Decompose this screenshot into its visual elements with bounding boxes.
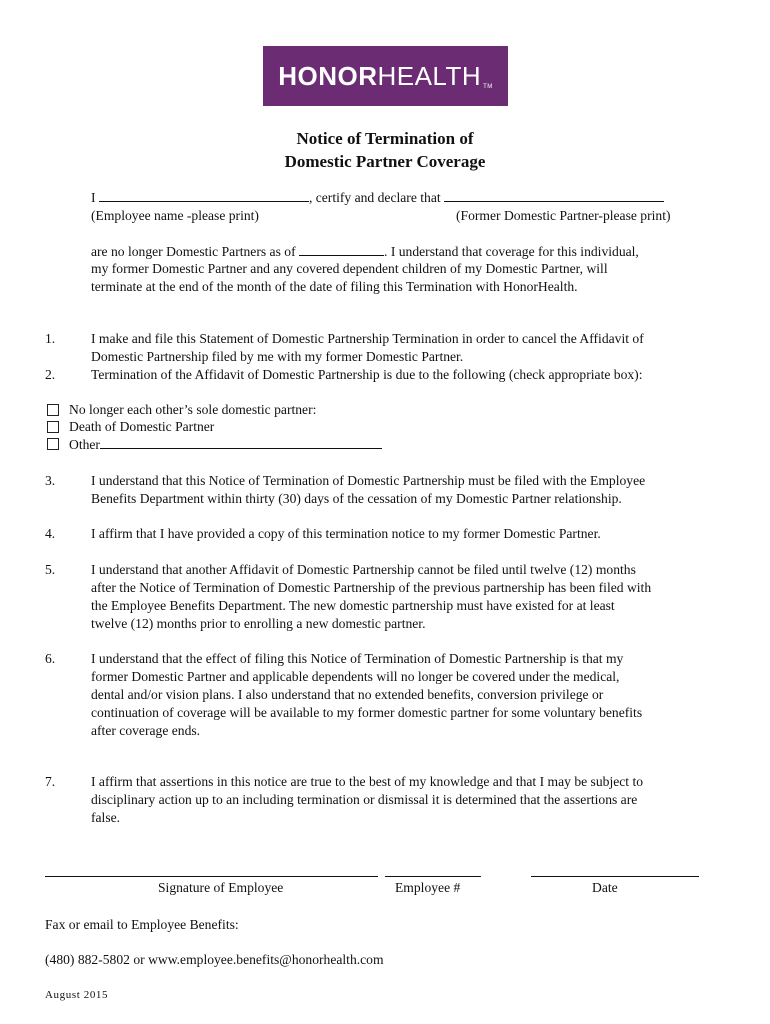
logo-trademark: TM <box>483 84 493 90</box>
item-1-text <box>91 330 731 366</box>
intro-certify-line <box>91 188 664 207</box>
item-2-line-1: Termination of the Affidavit of Domestic Partnership is due to the following (check appropriate box): <box>91 367 643 382</box>
logo-text-health: HEALTH <box>377 60 482 91</box>
option-other-row <box>69 435 382 454</box>
logo-text-honor: HONOR <box>278 60 378 91</box>
item-3-number: 3. <box>45 473 56 488</box>
intro-certify: , certify and declare that <box>308 190 441 205</box>
checkbox-death[interactable] <box>47 421 59 433</box>
honorhealth-logo <box>263 46 508 106</box>
item-1-line-2: Domestic Partnership filed by me with my former Domestic Partner. <box>91 349 464 364</box>
item-5-line-2: after the Notice of Termination of Domestic Partnership of the previous partnership has been filed with <box>91 580 652 595</box>
termination-date-field[interactable] <box>299 242 384 256</box>
intro-no-longer-line <box>91 242 639 261</box>
intro-line-2: my former Domestic Partner and any covered dependent children of my Domestic Partner, will <box>91 261 608 276</box>
signature-label: Signature of Employee <box>158 880 284 895</box>
item-6-number: 6. <box>45 651 56 666</box>
title-line-2: Domestic Partner Coverage <box>284 152 486 171</box>
employee-number-label: Employee # <box>395 880 461 895</box>
footer-date: August 2015 <box>45 989 109 1001</box>
other-reason-field[interactable] <box>100 435 382 449</box>
item-7-text <box>91 773 731 827</box>
item-6-line-5: after coverage ends. <box>91 723 201 738</box>
item-7-line-1: I affirm that assertions in this notice are true to the best of my knowledge and that I may be subject to <box>91 774 644 789</box>
item-2-text <box>91 366 731 384</box>
checkbox-other[interactable] <box>47 438 59 450</box>
title-line-1: Notice of Termination of <box>296 129 474 148</box>
intro-no-longer-suffix: . I understand that coverage for this individual, <box>384 244 639 259</box>
former-partner-name-field[interactable] <box>444 188 664 202</box>
item-2-number: 2. <box>45 367 56 382</box>
item-3-text <box>91 472 731 508</box>
item-4-line-1: I affirm that I have provided a copy of this termination notice to my former Domestic Partner. <box>91 526 601 541</box>
item-6-line-3: dental and/or vision plans. I also understand that no extended benefits, conversion privilege or <box>91 687 604 702</box>
option-death-label: Death of Domestic Partner <box>69 419 215 434</box>
employee-number-line[interactable] <box>385 876 481 877</box>
item-5-line-1: I understand that another Affidavit of Domestic Partnership cannot be filed until twelve (12) months <box>91 562 636 577</box>
date-label: Date <box>592 880 618 895</box>
item-7-number: 7. <box>45 774 56 789</box>
item-5-line-4: twelve (12) months prior to enrolling a new domestic partner. <box>91 616 426 631</box>
intro-no-longer-prefix: are no longer Domestic Partners as of <box>91 244 296 259</box>
signature-line[interactable] <box>45 876 378 877</box>
item-3-line-2: Benefits Department within thirty (30) days of the cessation of my Domestic Partner relationship. <box>91 491 622 506</box>
checkbox-sole-partner[interactable] <box>47 404 59 416</box>
contact-heading: Fax or email to Employee Benefits: <box>45 917 239 932</box>
employee-name-label: (Employee name -please print) <box>91 208 259 223</box>
item-4-text <box>91 525 731 543</box>
option-sole-partner-label: No longer each other’s sole domestic partner: <box>69 402 317 417</box>
item-6-text <box>91 650 731 740</box>
item-7-line-2: disciplinary action up to an including termination or dismissal it is determined that the assertions are <box>91 792 638 807</box>
employee-name-field[interactable] <box>99 188 309 202</box>
item-1-line-1: I make and file this Statement of Domestic Partnership Termination in order to cancel the Affidavit of <box>91 331 644 346</box>
item-6-line-2: former Domestic Partner and applicable dependents will no longer be covered under the medical, <box>91 669 620 684</box>
item-6-line-4: continuation of coverage will be available to my former domestic partner for some voluntary benefits <box>91 705 643 720</box>
item-5-text <box>91 561 731 633</box>
item-4-number: 4. <box>45 526 56 541</box>
former-partner-label: (Former Domestic Partner-please print) <box>456 208 671 223</box>
item-1-number: 1. <box>45 331 56 346</box>
intro-i: I <box>91 190 96 205</box>
item-7-line-3: false. <box>91 810 121 825</box>
item-5-line-3: the Employee Benefits Department. The new domestic partnership must have existed for at least <box>91 598 615 613</box>
item-3-line-1: I understand that this Notice of Termination of Domestic Partnership must be filed with the Employee <box>91 473 646 488</box>
date-line[interactable] <box>531 876 699 877</box>
intro-line-3: terminate at the end of the month of the date of filing this Termination with HonorHealth. <box>91 279 578 294</box>
item-6-line-1: I understand that the effect of filing this Notice of Termination of Domestic Partnership is that my <box>91 651 624 666</box>
option-other-label: Other <box>69 437 100 452</box>
contact-details: (480) 882-5802 or www.employee.benefits@honorhealth.com <box>45 952 384 967</box>
item-5-number: 5. <box>45 562 56 577</box>
